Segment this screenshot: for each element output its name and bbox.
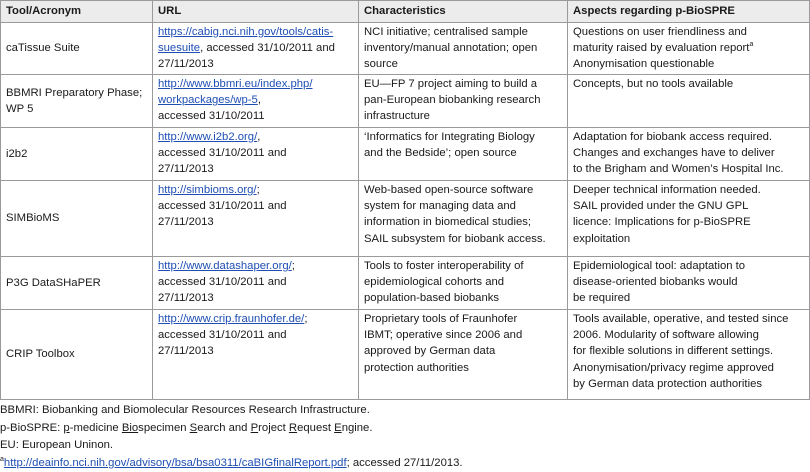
characteristics-line: approved by German data [364,345,496,358]
header-characteristics: Characteristics [359,1,568,23]
url-link-line[interactable]: suesuite [158,42,201,55]
url-link-line[interactable]: http://www.crip.fraunhofer.de/ [158,313,305,325]
pbiospre-rest: equest [297,421,335,434]
url-accessed-sep: , [257,131,261,143]
url-accessed-line: accessed 31/10/2011 and [158,329,287,342]
aspects-line: exploitation [573,232,631,245]
footnote-mark: a [0,456,4,464]
characteristics-line: Web-based open-source software [364,184,534,196]
pbiospre-initial: Bio [121,421,139,434]
footnote-tail: ; accessed 27/11/2013. [346,456,463,469]
footnote-ref: a [749,41,754,49]
table-row [1,128,810,181]
aspects-line: Changes and exchanges have to deliver [573,147,775,160]
characteristics-line: Proprietary tools of Fraunhofer [364,313,518,325]
url-accessed-line: accessed 31/10/2011 and [158,200,287,213]
aspects-line: SAIL provided under the GNU GPL [573,200,749,213]
characteristics-line: inventory/manual annotation; open [364,42,538,55]
aspects-line: Adaptation for biobank access required. [573,131,773,143]
url-accessed-line: accessed 31/10/2011 [158,110,265,123]
pbiospre-initial: P [250,421,259,434]
aspects-line: disease-oriented biobanks would [573,276,738,289]
aspects-line: to the Brigham and Women’s Hospital Inc. [573,163,784,176]
note-pbiospre-lead: p-BioSPRE: [0,421,64,434]
cell-characteristics [359,75,568,128]
characteristics-line: IBMT; operative since 2006 and [364,329,523,342]
aspects-line: be required [573,292,631,305]
url-link-line[interactable]: http://www.bbmri.eu/index.php/ [158,78,313,90]
aspects-line: Anonymisation/privacy regime approved [573,361,774,374]
characteristics-line: ‘Informatics for Integrating Biology [364,131,535,143]
pbiospre-initial: S [189,421,198,434]
aspects-line: for flexible solutions in different settings. [573,345,774,358]
table-row [1,75,810,128]
characteristics-line: NCI initiative; centralised sample [364,26,528,38]
url-accessed-sep: , [257,94,261,107]
pbiospre-rest: earch and [197,421,251,434]
note-bbmri: BBMRI: Biobanking and Biomolecular Resources Research Infrastructure. [0,404,370,416]
pbiospre-initial: p [63,421,70,434]
url-accessed-sep: ; [256,184,260,196]
aspects-line: maturity raised by evaluation report [573,42,750,55]
header-tool: Tool/Acronym [1,1,153,23]
cell-tool: SIMBioMS [1,181,153,257]
cell-tool: P3G DataSHaPER [1,257,153,310]
url-accessed-line: 27/11/2013 [158,58,214,71]
characteristics-line: and the Bedside’; open source [364,147,517,160]
aspects-line: by German data protection authorities [573,377,763,390]
cell-characteristics [359,23,568,75]
characteristics-line: epidemiological cohorts and [364,276,505,289]
cell-aspects [568,310,810,400]
cell-url [153,128,359,181]
table-header-row [1,1,810,23]
cell-tool: CRIP Toolbox [1,310,153,400]
cell-tool: caTissue Suite [1,23,153,75]
cell-url [153,181,359,257]
aspects-line: Questions on user friendliness and [573,26,747,38]
footnote-link[interactable]: http://deainfo.nci.nih.gov/advisory/bsa/bsa0311/caBIGfinalReport.pdf [3,456,347,469]
characteristics-line: system for managing data and [364,200,516,213]
characteristics-line: information in biomedical studies; [364,216,532,229]
pbiospre-rest: -medicine [69,421,122,434]
table-row [1,23,810,75]
url-link-line[interactable]: http://www.i2b2.org/ [158,131,258,143]
cell-url [153,310,359,400]
aspects-line: Anonymisation questionable [573,58,715,71]
aspects-line: licence: Implications for p-BioSPRE [573,216,751,229]
url-link-line[interactable]: https://cabig.nci.nih.gov/tools/catis- [158,26,334,38]
note-pbiospre [0,420,810,438]
header-aspects: Aspects regarding p-BioSPRE [568,1,810,23]
url-link-line[interactable]: http://simbioms.org/ [158,184,257,196]
url-accessed-sep: ; [304,313,308,325]
pbiospre-rest: specimen [138,421,190,434]
cell-aspects [568,23,810,75]
aspects-line: Tools available, operative, and tested since [573,313,789,325]
table-notes [0,402,810,472]
url-link-line[interactable]: http://www.datashaper.org/ [158,260,292,272]
cell-url [153,257,359,310]
characteristics-line: infrastructure [364,110,430,123]
cell-characteristics [359,181,568,257]
cell-tool: BBMRI Preparatory Phase; WP 5 [1,75,153,128]
url-accessed-line: 27/11/2013 [158,292,214,305]
cell-aspects [568,128,810,181]
aspects-line: 2006. Modularity of software allowing [573,329,759,342]
table-row [1,310,810,400]
cell-characteristics [359,257,568,310]
pbiospre-initial: R [288,421,298,434]
cell-aspects [568,75,810,128]
pbiospre-initial: E [334,421,342,434]
cell-aspects [568,257,810,310]
url-accessed-line: 27/11/2013 [158,216,214,229]
cell-url [153,75,359,128]
characteristics-line: population-based biobanks [364,292,500,305]
cell-tool: i2b2 [1,128,153,181]
cell-characteristics [359,310,568,400]
characteristics-line: EU—FP 7 project aiming to build a [364,78,538,90]
url-accessed-sep: ; [291,260,295,272]
url-link-line[interactable]: workpackages/wp-5 [158,94,258,107]
url-accessed-sep: , accessed 31/10/2011 and [200,42,335,55]
characteristics-line: SAIL subsystem for biobank access. [364,232,546,245]
cell-url [153,23,359,75]
characteristics-line: protection authorities [364,361,469,374]
note-eu: EU: European Uninon. [0,439,114,452]
url-accessed-line: 27/11/2013 [158,163,214,176]
note-footnote [0,455,810,472]
table-row [1,257,810,310]
pbiospre-rest: ngine. [341,421,373,434]
url-accessed-line: accessed 31/10/2011 and [158,147,287,160]
url-accessed-line: 27/11/2013 [158,345,214,358]
characteristics-line: pan-European biobanking research [364,94,541,107]
table-row [1,181,810,257]
characteristics-line: source [364,58,398,71]
cell-characteristics [359,128,568,181]
pbiospre-rest: roject [258,421,289,434]
aspects-line: Epidemiological tool: adaptation to [573,260,746,272]
header-url: URL [153,1,359,23]
characteristics-line: Tools to foster interoperability of [364,260,524,272]
cell-aspects [568,181,810,257]
aspects-line: Deeper technical information needed. [573,184,761,196]
aspects-line: Concepts, but no tools available [573,78,734,90]
url-accessed-line: accessed 31/10/2011 and [158,276,287,289]
